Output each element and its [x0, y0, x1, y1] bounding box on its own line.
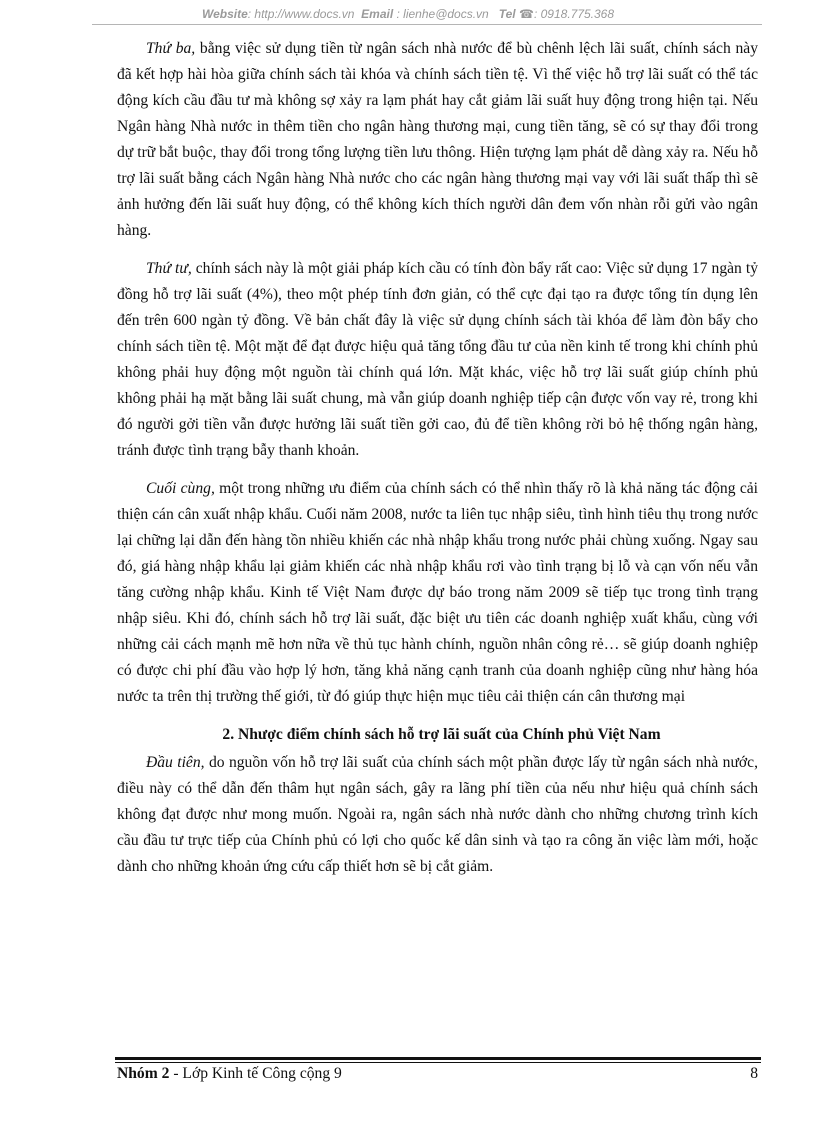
header-divider: [92, 24, 762, 25]
footer-separator: -: [169, 1065, 183, 1082]
section-heading: 2. Nhược điểm chính sách hỗ trợ lãi suất của Chính phủ Việt Nam: [222, 726, 661, 743]
paragraph-text: bằng việc sử dụng tiền từ ngân sách nhà nước để bù chênh lệch lãi suất, chính sách này đã kết hợp hài hòa giữa chính sách tài khóa và chính sách tiền tệ. Vì thế việc hỗ trợ lãi suất có thể tác động kích cầu đầu tư mà không sợ xảy ra lạm phát hay cắt giảm lãi suất huy động trong hiện tại. Nếu Ngân hàng Nhà nước in thêm tiền cho ngân hàng thương mại, cung tiền tăng, sẽ có sự thay đổi trong dự trữ bắt buộc, thay đổi trong tổng lượng tiền lưu thông. Hiện tượng lạm phát dễ dàng xảy ra. Nếu hỗ trợ lãi suất bằng cách Ngân hàng Nhà nước cho các ngân hàng thương mại vay với lãi suất thấp thì sẽ ảnh hưởng đến lãi suất huy động, có thể không kích thích người dân đem vốn nhàn rỗi gửi vào ngân hàng.: [117, 40, 759, 239]
footer-class-name: Lớp Kinh tế Công cộng 9: [182, 1065, 342, 1082]
paragraph-lead: Đầu tiên,: [146, 754, 205, 771]
email-label: Email: [361, 7, 394, 21]
page-header: [0, 7, 816, 21]
paragraph-dau-tien: [117, 750, 758, 880]
tel-label: Tel: [498, 7, 516, 21]
footer-divider-thin: [115, 1062, 761, 1063]
paragraph-lead: Cuối cùng,: [146, 480, 215, 497]
paragraph-cuoi-cung: [117, 476, 758, 710]
paragraph-text: chính sách này là một giải pháp kích cầu có tính đòn bẩy rất cao: Việc sử dụng 17 ngàn tỷ đồng hỗ trợ lãi suất (4%), theo một phép tính đơn giản, có thể cực đại tạo ra được tổng tín dụng lên đến trên 600 ngàn tỷ đồng. Về bản chất đây là việc sử dụng chính sách tài khóa để làm đòn bẩy cho chính sách tiền tệ. Một mặt để đạt được hiệu quả tăng tổng đầu tư của nền kinh tế trong khi chính phủ không phải huy động một nguồn tài chính quá lớn. Mặt khác, việc hỗ trợ lãi suất giúp chính phủ không phải hạ mặt bằng lãi suất chung, mà vẫn giúp doanh nghiệp tiếp cận được vốn vay rẻ, trong khi đó người gởi tiền vẫn được hưởng lãi suất tiền gởi cao, đủ để tiền không rời bỏ hệ thống ngân hàng, tránh được tình trạng bẫy thanh khoản.: [117, 260, 758, 459]
tel-number: : 0918.775.368: [533, 7, 615, 21]
page-number: 8: [750, 1065, 758, 1082]
footer-group: Nhóm 2: [117, 1065, 170, 1082]
phone-icon: ☎: [519, 7, 534, 21]
paragraph-text: do nguồn vốn hỗ trợ lãi suất của chính sách một phần được lấy từ ngân sách nhà nước, điều này có thể dẫn đến thâm hụt ngân sách, gây ra lãng phí tiền của nếu như hiệu quả chính sách không đạt được như mong muốn. Ngoài ra, ngân sách nhà nước dành cho những chương trình kích cầu đầu tư trực tiếp của Chính phủ có lợi cho quốc kế dân sinh và tạo ra công ăn việc làm mới, hoặc dành cho những khoản ứng cứu cấp thiết hơn sẽ bị cắt giảm.: [117, 754, 758, 875]
document-body: [117, 36, 758, 892]
paragraph-thu-tu: [117, 256, 758, 464]
paragraph-lead: Thứ ba,: [146, 40, 196, 57]
email-address: : lienhe@docs.vn: [396, 7, 489, 21]
paragraph-thu-ba: [117, 36, 758, 244]
paragraph-text: một trong những ưu điểm của chính sách có thể nhìn thấy rõ là khả năng tác động cải thiện cán cân xuất nhập khẩu. Cuối năm 2008, nước ta liên tục nhập siêu, tình hình tiêu thụ trong nước lại chững lại dẫn đến hàng tồn nhiều khiến các nhà nhập khẩu trong nước phải chùng xuống. Ngay sau đó, giá hàng nhập khẩu lại giảm khiến các nhà nhập khẩu rơi vào tình trạng bị lỗ và cạn vốn nếu vẫn tăng cường nhập khẩu. Kinh tế Việt Nam được dự báo trong năm 2009 sẽ tiếp tục trong tình trạng nhập siêu. Khi đó, chính sách hỗ trợ lãi suất, đặc biệt ưu tiên các doanh nghiệp xuất khẩu, cùng với những cải cách mạnh mẽ hơn nữa về thủ tục hành chính, nguồn nhân công rẻ… sẽ giúp doanh nghiệp có được chi phí đầu vào hợp lý hơn, tăng khả năng cạnh tranh của doanh nghiệp cũng như hàng hóa nước ta trên thị trường thế giới, từ đó giúp thực hiện mục tiêu cải thiện cán cân thương mại: [117, 480, 758, 705]
footer-divider-thick: [115, 1057, 761, 1060]
website-label: Website: [201, 7, 248, 21]
page-footer: [117, 1065, 342, 1083]
paragraph-lead: Thứ tư,: [146, 260, 192, 277]
website-url: : http://www.docs.vn: [247, 7, 355, 21]
